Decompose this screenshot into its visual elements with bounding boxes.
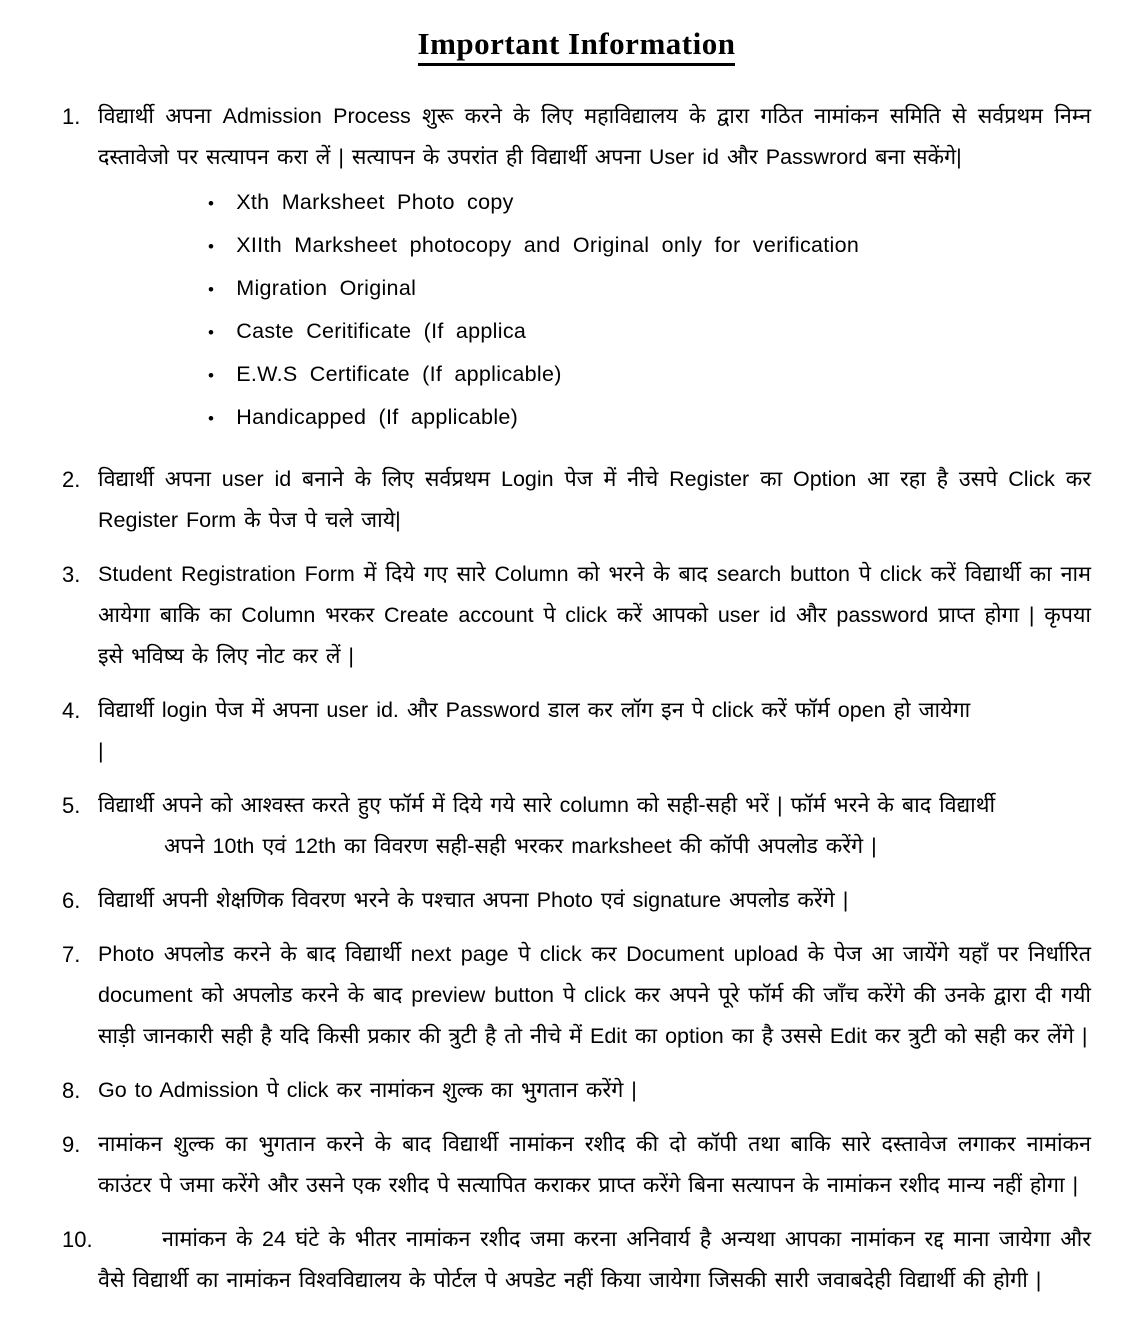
checklist-item-label: XIIth Marksheet photocopy and Original only for verification: [236, 233, 860, 257]
checklist-item-caste-certificate: [208, 317, 1091, 347]
list-item-4: [62, 690, 1091, 772]
document-checklist: [98, 188, 1091, 433]
checklist-item-label: Migration Original: [236, 276, 417, 300]
item-text-1: विद्यार्थी अपना Admission Process शुरू करने के लिए महाविद्यालय के द्वारा गठित नामांकन समिति से सर्वप्रथम निम्न दस्तावेजो पर सत्यापन करा लें | सत्यापन के उपरांत ही विद्यार्थी अपना User id और Passwrord बना सकेंगे|: [98, 104, 1091, 169]
list-item-9: [62, 1124, 1091, 1206]
item-text-5: विद्यार्थी अपने को आश्वस्त करते हुए फॉर्म में दिये गये सारे column को सही-सही भरें | फॉर्म भरने के बाद विद्यार्थी: [98, 793, 996, 817]
item-number-8: 8.: [62, 1078, 81, 1103]
item-number-4: 4.: [62, 698, 81, 723]
checklist-item-xiith-marksheet: [208, 231, 1091, 261]
item-content-8: [98, 1070, 1091, 1111]
list-item-10: [62, 1219, 1091, 1301]
item-text-8: Go to Admission पे click कर नामांकन शुल्क का भुगतान करेंगे |: [98, 1078, 637, 1102]
list-item-5: [62, 785, 1091, 867]
item-text-9: नामांकन शुल्क का भुगतान करने के बाद विद्यार्थी नामांकन रशीद की दो कॉपी तथा बाकि सारे दस्तावेज लगाकर नामांकन काउंटर पे जमा करेंगे और उसने एक रशीद पे सत्यापित कराकर प्राप्त करेंगे बिना सत्यापन के नामांकन रशीद मान्य नहीं होगा |: [98, 1132, 1091, 1197]
bullet-icon: •: [208, 366, 215, 385]
item-number-5: 5.: [62, 793, 81, 818]
list-item-3: [62, 554, 1091, 677]
checklist-item-label: Handicapped (If applicable): [236, 405, 519, 429]
list-item-6: [62, 880, 1091, 921]
item-content-10: [98, 1219, 1091, 1301]
checklist-item-handicapped: [208, 403, 1091, 433]
item-number-3: 3.: [62, 562, 81, 587]
item-number-1: 1.: [62, 104, 81, 129]
item-text-4: विद्यार्थी login पेज में अपना user id. और Password डाल कर लॉग इन पे click करें फॉर्म open हो जायेगा: [98, 698, 971, 722]
list-item-2: [62, 459, 1091, 541]
bullet-icon: •: [208, 280, 215, 299]
list-item-8: [62, 1070, 1091, 1111]
item-number-6: 6.: [62, 888, 81, 913]
item-content-4: [98, 690, 1091, 772]
item-number-9: 9.: [62, 1132, 81, 1157]
checklist-item-ews-certificate: [208, 360, 1091, 390]
checklist-item-xth-marksheet: [208, 188, 1091, 218]
bullet-icon: •: [208, 409, 215, 428]
page-title: [62, 26, 1091, 66]
bullet-icon: •: [208, 323, 215, 342]
item-text-4-continued: |: [98, 739, 104, 763]
item-content-5: [98, 785, 1091, 867]
item-content-2: [98, 459, 1091, 541]
item-number-10: 10.: [62, 1227, 93, 1252]
item-text-10: नामांकन के 24 घंटे के भीतर नामांकन रशीद जमा करना अनिवार्य है अन्यथा आपका नामांकन रद्द माना जायेगा और वैसे विद्यार्थी का नामांकन विश्वविद्यालय के पोर्टल पे अपडेट नहीं किया जायेगा जिसकी सारी जवाबदेही विद्यार्थी की होगी |: [98, 1227, 1091, 1292]
item-text-3: Student Registration Form में दिये गए सारे Column को भरने के बाद search button पे click करें विद्यार्थी का नाम आयेगा बाकि का Column भरकर Create account पे click करें आपको user id और password प्राप्त होगा | कृपया इसे भविष्य के लिए नोट कर लें |: [98, 562, 1091, 668]
checklist-item-label: Caste Ceritificate (If applica: [236, 319, 527, 343]
item-content-6: [98, 880, 1091, 921]
item-text-7: Photo अपलोड करने के बाद विद्यार्थी next page पे click कर Document upload के पेज आ जायेंगे यहाँ पर निर्धारित document को अपलोड करने के बाद preview button पे click कर अपने पूरे फॉर्म की जाँच करेंगे की उनके द्वारा दी गयी साड़ी जानकारी सही है यदि किसी प्रकार की त्रुटी है तो नीचे में Edit का option का है उससे Edit कर त्रुटी को सही कर लेंगे |: [98, 942, 1091, 1048]
bullet-icon: •: [208, 237, 215, 256]
item-content-7: [98, 934, 1091, 1057]
item-number-2: 2.: [62, 467, 81, 492]
checklist-item-label: E.W.S Certificate (If applicable): [236, 362, 562, 386]
item-content-1: [98, 96, 1091, 446]
checklist-item-label: Xth Marksheet Photo copy: [236, 190, 514, 214]
item-number-7: 7.: [62, 942, 81, 967]
page-title-text: Important Information: [418, 26, 736, 66]
item-text-5-continued: अपने 10th एवं 12th का विवरण सही-सही भरकर marksheet की कॉपी अपलोड करेंगे |: [164, 834, 877, 858]
item-content-9: [98, 1124, 1091, 1206]
item-text-6: विद्यार्थी अपनी शेक्षणिक विवरण भरने के पश्चात अपना Photo एवं signature अपलोड करेंगे |: [98, 888, 849, 912]
list-item-7: [62, 934, 1091, 1057]
item-content-3: [98, 554, 1091, 677]
list-item-1: [62, 96, 1091, 446]
checklist-item-migration: [208, 274, 1091, 304]
bullet-icon: •: [208, 194, 215, 213]
item-text-2: विद्यार्थी अपना user id बनाने के लिए सर्वप्रथम Login पेज में नीचे Register का Option आ रहा है उसपे Click कर Register Form के पेज पे चले जाये|: [98, 467, 1091, 532]
